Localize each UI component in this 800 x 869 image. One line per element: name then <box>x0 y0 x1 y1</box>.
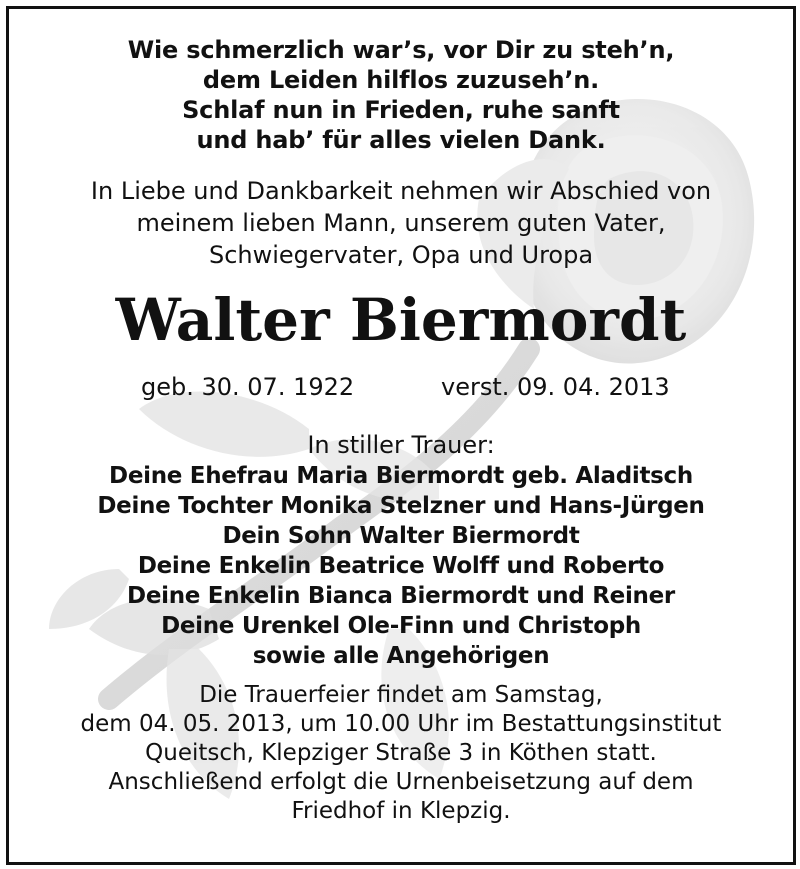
service-line: Friedhof in Klepzig. <box>291 798 511 824</box>
mourner-line: Deine Tochter Monika Stelzner und Hans-Jürgen <box>97 493 705 519</box>
poem <box>9 35 793 155</box>
poem-line: und hab’ für alles vielen Dank. <box>196 126 606 154</box>
obituary-frame <box>6 6 796 865</box>
intro-line: In Liebe und Dankbarkeit nehmen wir Abschied von <box>90 177 712 205</box>
service-line: Die Trauerfeier findet am Samstag, <box>199 682 603 708</box>
service-line: dem 04. 05. 2013, um 10.00 Uhr im Bestattungsinstitut <box>80 711 722 737</box>
mourner-line: sowie alle Angehörigen <box>252 643 550 669</box>
mourner-line: Deine Ehefrau Maria Biermordt geb. Aladitsch <box>109 463 693 489</box>
mourner-line: Deine Enkelin Bianca Biermordt und Reiner <box>127 583 675 609</box>
poem-line: Wie schmerzlich war’s, vor Dir zu steh’n, <box>127 36 675 64</box>
mourner-line: Dein Sohn Walter Biermordt <box>222 523 580 549</box>
obituary-content <box>9 9 793 862</box>
death-date: verst. 09. 04. 2013 <box>441 373 670 401</box>
service-line: Anschließend erfolgt die Urnenbeisetzung auf dem <box>108 769 694 795</box>
intro-line: Schwiegervater, Opa und Uropa <box>208 241 594 269</box>
mourners-list <box>9 461 793 671</box>
mourner-line: Deine Urenkel Ole-Finn und Christoph <box>161 613 641 639</box>
poem-line: Schlaf nun in Frieden, ruhe sanft <box>182 96 620 124</box>
mourning-label: In stiller Trauer: <box>307 431 495 459</box>
mourner-line: Deine Enkelin Beatrice Wolff und Roberto <box>137 553 665 579</box>
service-line: Queitsch, Klepziger Straße 3 in Köthen statt. <box>145 740 657 766</box>
intro-line: meinem lieben Mann, unserem guten Vater, <box>136 209 666 237</box>
poem-line: dem Leiden hilflos zuzuseh’n. <box>202 66 600 94</box>
birth-date: geb. 30. 07. 1922 <box>141 373 355 401</box>
funeral-service-info <box>9 681 793 826</box>
farewell-intro <box>9 175 793 271</box>
deceased-name: Walter Biermordt <box>115 286 687 354</box>
